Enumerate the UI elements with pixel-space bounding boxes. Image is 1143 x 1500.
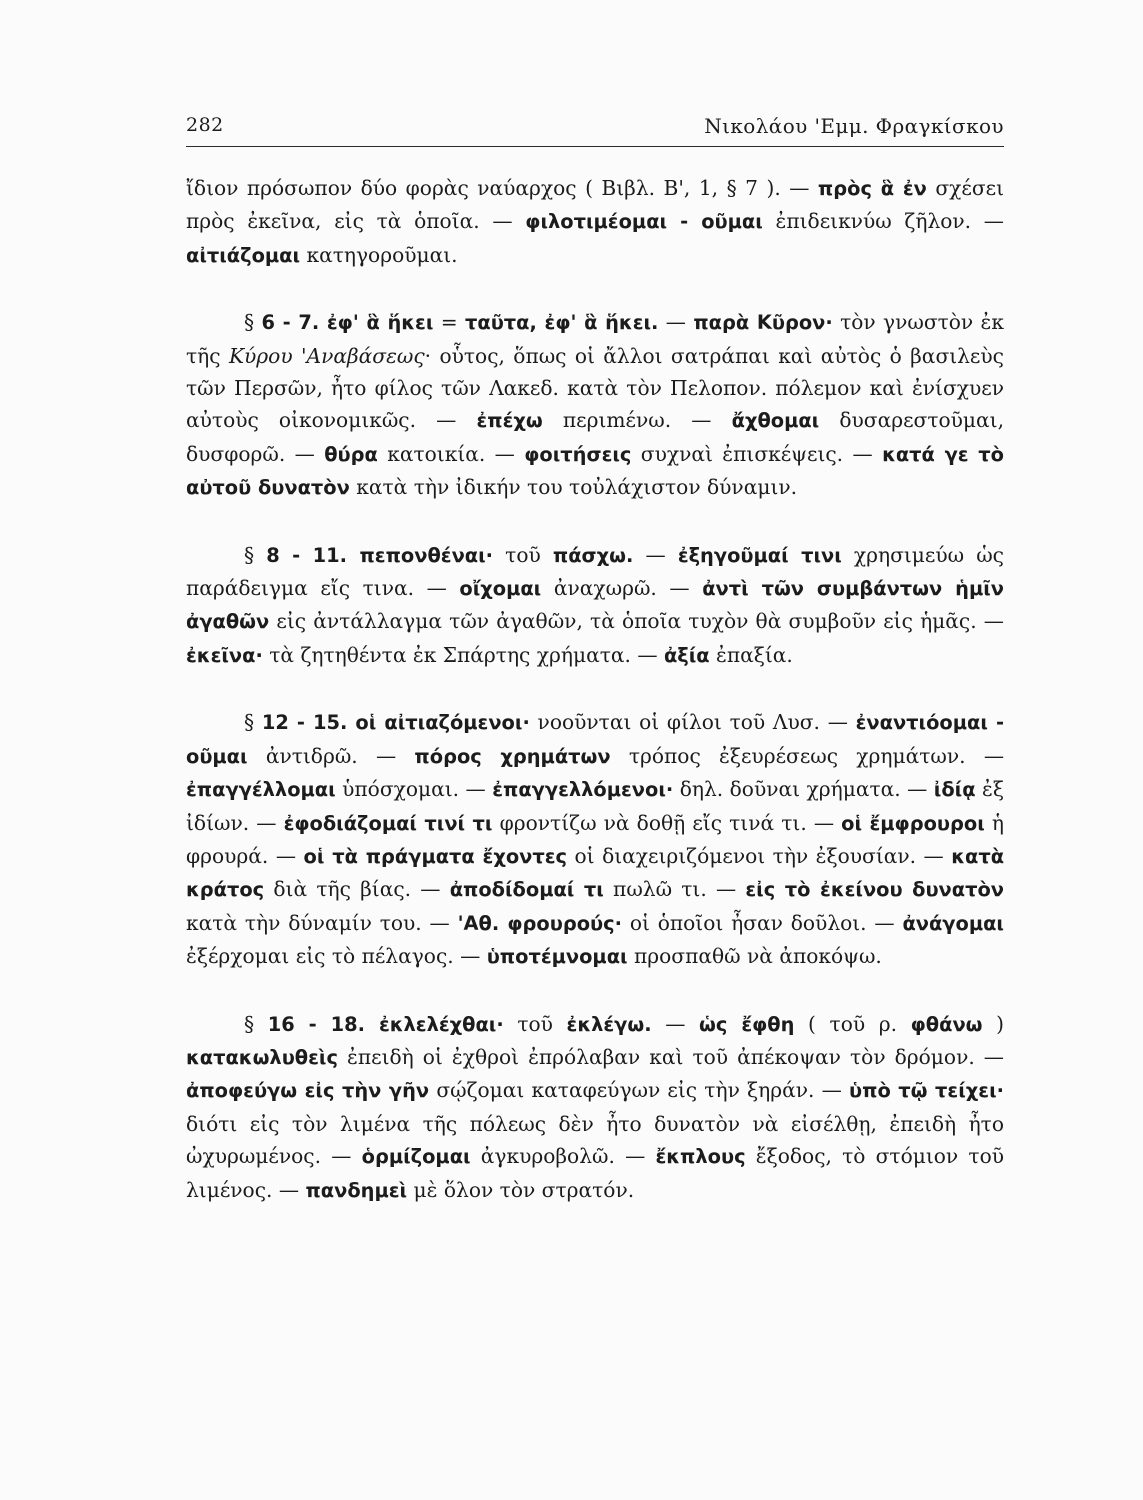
headword: ὁρμίζομαι (361, 1145, 471, 1169)
gloss-text: ἴδιον πρόσωπον δύο φορὰς ναύαρχος ( Βιβλ. Β', 1, § 7 ). — (186, 176, 818, 200)
gloss-text: ) (982, 1011, 1005, 1036)
headword: αἰτιάζομαι (186, 243, 301, 267)
gloss-text: οἱ διαχειριζόμενοι τὴν ἐξουσίαν. — (567, 843, 952, 868)
headword: 12 - 15. οἱ αἰτιαζόμενοι· (261, 711, 530, 735)
page-body (186, 172, 1004, 1241)
gloss-text: προσπαθῶ νὰ ἀποκόψω. (627, 944, 882, 969)
gloss-text: τὰ ζητηθέντα ἐκ Σπάρτης χρήματα. — (262, 642, 664, 667)
page-number: 282 (186, 114, 224, 136)
headword: ὑποτέμνομαι (486, 945, 628, 969)
book-title: Κύρου 'Αναβάσεως (228, 343, 425, 368)
headword: φιλοτιμέομαι - οῦμαι (525, 210, 763, 234)
headword: οἱ ἔμφρουροι (841, 811, 985, 835)
gloss-text: περιmένω. — (542, 408, 732, 433)
gloss-text: — (651, 1011, 700, 1036)
gloss-text: ἐπαξία. (709, 642, 793, 667)
headword: ἐκλέγω. (566, 1012, 652, 1036)
gloss-text: τοῦ (503, 1011, 567, 1036)
para-section-8-11 (186, 539, 1004, 673)
headword: ἀποδίδομαί τι (449, 878, 604, 902)
headword: ἄχθομαι (731, 409, 820, 433)
page-header (186, 112, 1004, 147)
headword: φοιτήσεις (524, 442, 632, 466)
headword: 6 - 7. ἐφ' ἃ ἥκει (261, 311, 434, 335)
headword: παρὰ Κῦρον· (693, 311, 833, 335)
gloss-text: σῴζομαι καταφεύγων εἰς τὴν ξηράν. — (429, 1078, 850, 1103)
headword: ἐναντιόομαι - οῦμαι (186, 711, 1004, 768)
gloss-text: ἀγκυροβολῶ. — (470, 1144, 656, 1169)
headword: ἀποφεύγω εἰς τὴν γῆν (186, 1079, 430, 1103)
headword: κατά γε τὸ αὐτοῦ δυνατὸν (186, 442, 1004, 500)
headword: ἀξία (663, 643, 710, 667)
running-head: Νικολάου 'Εμμ. Φραγκίσκου (704, 114, 1004, 138)
headword: 'Αθ. φρουρούς· (457, 911, 622, 935)
gloss-text: § (244, 710, 262, 735)
gloss-text: ( τοῦ ρ. (794, 1011, 911, 1036)
gloss-text: πωλῶ τι. — (603, 877, 746, 902)
headword: οἴχομαι (459, 577, 542, 601)
gloss-text: διότι εἰς τὸν λιμένα τῆς πόλεως δὲν ἦτο δυνατὸν νὰ εἰσέλθῃ, ἐπειδὴ ἦτο ὠχυρωμένος. — (186, 1111, 1004, 1169)
gloss-text: ἡ φρουρά. — (186, 810, 1005, 868)
headword: ἐπαγγελλόμενοι· (492, 778, 674, 802)
gloss-text: ἔξοδος, τὸ στόμιον τοῦ λιμένος. — (186, 1144, 1005, 1202)
gloss-text: — (658, 310, 694, 335)
gloss-text: ὑπόσχομαι. — (335, 777, 493, 802)
gloss-text: δυσαρεστοῦμαι, δυσφορῶ. — (186, 408, 1005, 466)
headword: ἐπέχω (476, 409, 543, 433)
headword: ἔκπλους (655, 1145, 746, 1169)
gloss-text: τοῦ (493, 542, 553, 567)
gloss-text: — (633, 542, 678, 567)
headword: 16 - 18. ἐκλελέχθαι· (267, 1012, 504, 1036)
gloss-text: ἐξέρχομαι εἰς τὸ πέλαγος. — (186, 944, 487, 969)
gloss-text: μὲ ὅλον τὸν στρατόν. (407, 1177, 635, 1202)
headword: πάσχω. (552, 543, 634, 567)
gloss-text: συχναὶ ἐπισκέψεις. — (631, 441, 883, 466)
headword: εἰς τὸ ἐκείνου δυνατὸν (745, 878, 1004, 902)
headword: ὡς ἔφθη (699, 1012, 795, 1036)
headword: ἰδίᾳ (933, 778, 976, 802)
gloss-text: νοοῦνται οἱ φίλοι τοῦ Λυσ. — (529, 710, 856, 735)
gloss-text: εἰς ἀντάλλαγμα τῶν ἀγαθῶν, τὰ ὁποῖα τυχὸν θὰ συμβοῦν εἰς ἡμᾶς. — (269, 609, 1004, 634)
headword: ταῦτα, ἐφ' ἃ ἥκει. (465, 311, 659, 335)
gloss-text: ἀναχωρῶ. — (541, 576, 703, 601)
headword: πόρος χρημάτων (414, 744, 611, 768)
gloss-text: οἱ ὁποῖοι ἦσαν δοῦλοι. — (622, 910, 903, 935)
headword: φθάνω (910, 1012, 983, 1036)
gloss-text: κατὰ τὴν ἰδικήν του τοὐλάχιστον δύναμιν. (349, 475, 798, 500)
gloss-text: · οὗτος, ὅπως οἱ ἄλλοι σατράπαι καὶ αὐτὸς ὁ βασιλεὺς τῶν Περσῶν, ἦτο φίλος τῶν Λακεδ. κατὰ τὸν Πελοπον. πόλεμον καὶ ἐνίσχυεν αὐτοὺς οἰκονομικῶς. — (186, 343, 1004, 433)
gloss-text: § (244, 542, 267, 567)
headword: ἐξηγοῦμαί τινι (677, 543, 842, 567)
gloss-text: τὸν γνωστὸν ἐκ τῆς (186, 310, 1005, 368)
headword: ἀντὶ τῶν συμβάντων ἡμῖν ἀγαθῶν (186, 577, 1005, 634)
gloss-text: κατηγοροῦμαι. (300, 242, 458, 267)
headword: ἐπαγγέλλομαι (186, 778, 336, 802)
headword: οἱ τὰ πράγματα ἔχοντες (303, 844, 568, 868)
para-section-16-18 (186, 1008, 1004, 1207)
headword: 8 - 11. πεπονθέναι· (266, 543, 494, 567)
headword: πανδημεὶ (305, 1178, 408, 1202)
gloss-text: § (244, 310, 262, 335)
headword: ἐφοδιάζομαί τινί τι (283, 811, 493, 835)
gloss-text: ἐπειδὴ οἱ ἐχθροὶ ἐπρόλαβαν καὶ τοῦ ἀπέκοψαν τὸν δρόμον. — (337, 1044, 1004, 1069)
gloss-text: = (433, 310, 466, 335)
gloss-text: κατὰ τὴν δύναμίν του. — (186, 910, 458, 935)
headword: θύρα (324, 442, 378, 466)
para-continuation (186, 172, 1004, 272)
para-section-6-7 (186, 306, 1004, 504)
headword: κατακωλυθεὶς (186, 1045, 338, 1069)
headword: κατὰ κράτος (186, 844, 1005, 902)
headword: ὑπὸ τῷ τείχει· (849, 1079, 1004, 1103)
gloss-text: τρόπος ἐξευρέσεως χρημάτων. — (610, 743, 1005, 768)
gloss-text: δηλ. δοῦναι χρήματα. — (673, 777, 934, 802)
gloss-text: ἀντιδρῶ. — (247, 743, 415, 768)
gloss-text: φροντίζω νὰ δοθῇ εἴς τινά τι. — (492, 810, 842, 835)
gloss-text: ἐπιδεικνύω ζῆλον. — (762, 209, 1004, 234)
gloss-text: κατοικία. — (377, 441, 525, 466)
gloss-text: διὰ τῆς βίας. — (264, 877, 450, 902)
gloss-text: σχέσει πρὸς ἐκεῖνα, εἰς τὰ ὁποῖα. — (186, 176, 1004, 234)
para-section-12-15 (186, 706, 1004, 973)
gloss-text: ἐξ ἰδίων. — (186, 777, 1004, 835)
headword: ἀνάγομαι (902, 911, 1004, 935)
gloss-text: § (244, 1011, 268, 1036)
headword: πρὸς ἃ ἐν (817, 177, 927, 200)
gloss-text: χρησιμεύω ὡς παράδειγμα εἴς τινα. — (186, 542, 1004, 601)
headword: ἐκεῖνα· (186, 643, 263, 667)
